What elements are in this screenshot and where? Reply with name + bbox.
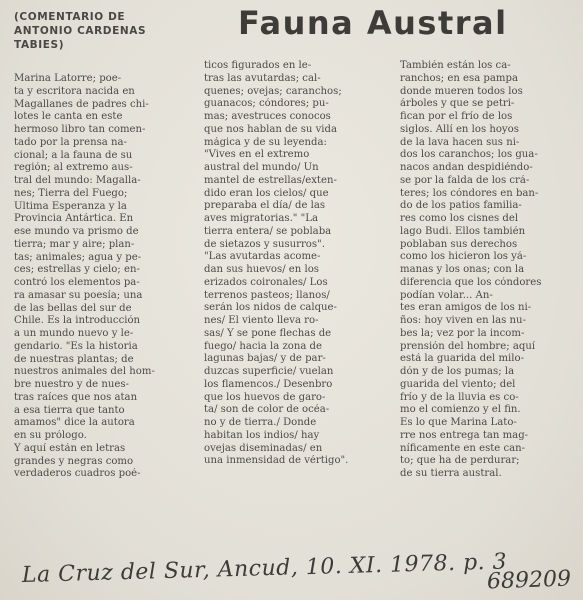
column-text-line: lago Budi. Ellos también (400, 225, 526, 237)
column-text-line: amamos" dice la autora (14, 417, 135, 429)
column-text-line: prensión del hombre; aquí (400, 340, 536, 352)
column-text-line: guanacos; cóndores; pu- (204, 98, 329, 110)
column-text-line: dan sus huevos/ en los (204, 264, 319, 275)
column-text-line: dón y de los pumas; la (400, 366, 515, 377)
column-text-line: Ultima Esperanza y la (14, 200, 127, 212)
column-text-line: frío y de la lluvia es co- (400, 391, 519, 403)
column-text-line: región; al extremo aus- (14, 162, 133, 174)
column-text-line: "Vives en el extremo (204, 149, 310, 161)
byline-line: TABIES) (14, 39, 65, 51)
byline-line: ANTONIO CARDENAS (14, 25, 147, 37)
article-title: Fauna Austral (238, 4, 508, 42)
column-text-line: manas y los onas; con la (400, 264, 525, 275)
column-text-line: a un mundo nuevo y le- (14, 328, 134, 339)
column-text-line: erizados coironales/ Los (204, 276, 328, 288)
column-text-line: habitan los indios/ hay (204, 429, 320, 441)
column-text-line: tierra; mar y aire; plan- (14, 238, 135, 250)
column-text-line: bre nuestro y de nues- (14, 379, 129, 390)
column-text-line: árboles y que se petri- (400, 98, 515, 110)
column-text-line: contró los elementos pa- (14, 277, 140, 288)
column-text-line: de nuestras plantas; de (14, 353, 134, 365)
column-text-line: fuego/ hacia la zona de (204, 340, 322, 352)
handwritten-archive-number: 689209 (486, 566, 572, 595)
column-text-line: los flamencos./ Desenbro (204, 378, 333, 390)
text-column-1 (14, 73, 172, 481)
column-text-line: podían volar... An- (400, 289, 493, 301)
column-text-line: verdaderos cuadros poé- (14, 468, 141, 480)
column-text-line: terrenos pasteos; llanos/ (204, 289, 330, 301)
column-text-line: níficamente en este can- (400, 442, 526, 454)
column-text-line: bes la; vez por la incom- (400, 327, 525, 339)
column-text-line: Provincia Antártica. En (14, 213, 134, 225)
column-text-line: do de los patios familia- (400, 200, 522, 212)
column-text-line: hermoso libro tan comen- (14, 124, 146, 135)
column-text-line: diferencia que los cóndores (400, 276, 542, 288)
column-text-line: to; que ha de perdurar; (400, 455, 520, 467)
column-text-line: ces; estrellas y cielo; en- (14, 264, 140, 276)
column-text-line: tes eran amigos de los ni- (400, 302, 532, 314)
column-text-line: tras raíces que nos atan (14, 391, 138, 403)
column-text-line: austral del mundo/ Un (204, 162, 319, 173)
column-text-line: tierra entera/ se poblaba (204, 225, 332, 237)
column-text-line: donde mueren todos los (400, 85, 523, 97)
handwritten-source-note: La Cruz del Sur, Ancud, 10. XI. 1978. p. 3 (21, 549, 508, 588)
column-text-line: Marina Latorre; poe- (14, 73, 122, 84)
column-text-line: También están los ca- (400, 60, 511, 71)
column-text-line: mágica y de su leyenda: (204, 136, 327, 148)
column-text-line: duzcas superficie/ vuelan (204, 366, 334, 377)
column-text-line: de la lava hacen sus ni- (400, 136, 520, 148)
byline-line: (COMENTARIO DE (14, 11, 126, 23)
column-text-line: ta y escritora nacida en (14, 85, 135, 97)
column-text-line: preparaba el día/ de las (204, 200, 326, 212)
text-column-3 (400, 60, 564, 481)
column-text-line: como los hicieron los yá- (400, 251, 527, 263)
column-text-line: nacos andan despidiéndo- (400, 162, 533, 173)
column-text-line: poblaban sus derechos (400, 238, 518, 250)
column-text-line: sas/ Y se pone flechas de (204, 327, 332, 339)
column-text-line: mantel de estrellas/exten- (204, 174, 337, 186)
column-text-line: Es lo que Marina Lato- (400, 417, 517, 428)
column-text-line: tral del mundo: Magalla- (14, 175, 141, 186)
column-text-line: grandes y negras como (14, 455, 134, 467)
column-text-line: aves migratorias." "La (204, 213, 318, 224)
column-text-line: tras las avutardas; cal- (204, 72, 321, 84)
column-text-line: de su tierra austral. (400, 468, 502, 479)
column-text-line: dos los caranchos; los gua- (400, 149, 538, 161)
column-text-line: mas; avestruces conocos (204, 111, 331, 122)
column-text-line: quenes; ovejas; caranchos; (204, 85, 342, 97)
byline (14, 10, 174, 52)
column-text-line: cional; a la fauna de su (14, 149, 133, 161)
column-text-line: Y aquí están en letras (14, 442, 126, 454)
column-text-line: nes/ El viento lleva ro- (204, 315, 319, 326)
column-text-line: serán los nidos de calque- (204, 302, 337, 314)
column-text-line: en su prólogo. (14, 430, 87, 441)
column-text-line: rre nos entrega tan mag- (400, 429, 529, 441)
column-text-line: mo el comienzo y el fin. (400, 404, 521, 416)
column-text-line: ese mundo va prismo de (14, 226, 139, 237)
text-column-2 (204, 60, 369, 468)
column-text-line: de las bellas del sur de (14, 302, 132, 314)
column-text-line: a esa tierra que tanto (14, 404, 125, 416)
column-text-line: guarida del viento; del (400, 378, 516, 390)
column-text-line: Magallanes de padres chi- (14, 98, 149, 110)
column-text-line: res como los cisnes del (400, 213, 519, 224)
column-text-line: que nos hablan de su vida (204, 123, 337, 135)
column-text-line: ños: hoy viven en las nu- (400, 315, 526, 326)
column-text-line: fican por el frío de los (400, 111, 513, 122)
column-text-line: ovejas diseminadas/ en (204, 442, 323, 454)
column-text-line: no y de tierra./ Donde (204, 417, 317, 428)
column-text-line: una inmensidad de vértigo". (204, 455, 349, 467)
column-text-line: siglos. Allí en los hoyos (400, 123, 519, 135)
column-text-line: ranchos; en esa pampa (400, 72, 518, 84)
column-text-line: lagunas bajas/ y de par- (204, 353, 326, 365)
column-text-line: ticos figurados en le- (204, 60, 312, 71)
column-text-line: lotes le canta en este (14, 111, 123, 123)
column-text-line: ra amasar su poesía; una (14, 289, 143, 301)
column-text-line: Chile. Es la introducción (14, 315, 141, 327)
column-text-line: "Las avutardas acome- (204, 251, 321, 263)
column-text-line: dido eran los cielos/ que (204, 187, 329, 199)
column-text-line: nes; Tierra del Fuego; (14, 187, 128, 199)
column-text-line: tado por la prensa na- (14, 136, 127, 148)
column-text-line: se por la falda de los crá- (400, 174, 530, 186)
column-text-line: nuestros animales del hom- (14, 366, 155, 378)
column-text-line: gendario. "Es la historia (14, 340, 138, 352)
column-text-line: teres; los cóndores en ban- (400, 187, 539, 199)
column-text-line: ta/ son de color de océa- (204, 404, 330, 416)
column-text-line: está la guarida del milo- (400, 353, 524, 365)
column-text-line: tas; animales; agua y pe- (14, 251, 142, 263)
column-text-line: que los huevos de garo- (204, 391, 326, 403)
column-text-line: de sietazos y susurros". (204, 238, 325, 250)
